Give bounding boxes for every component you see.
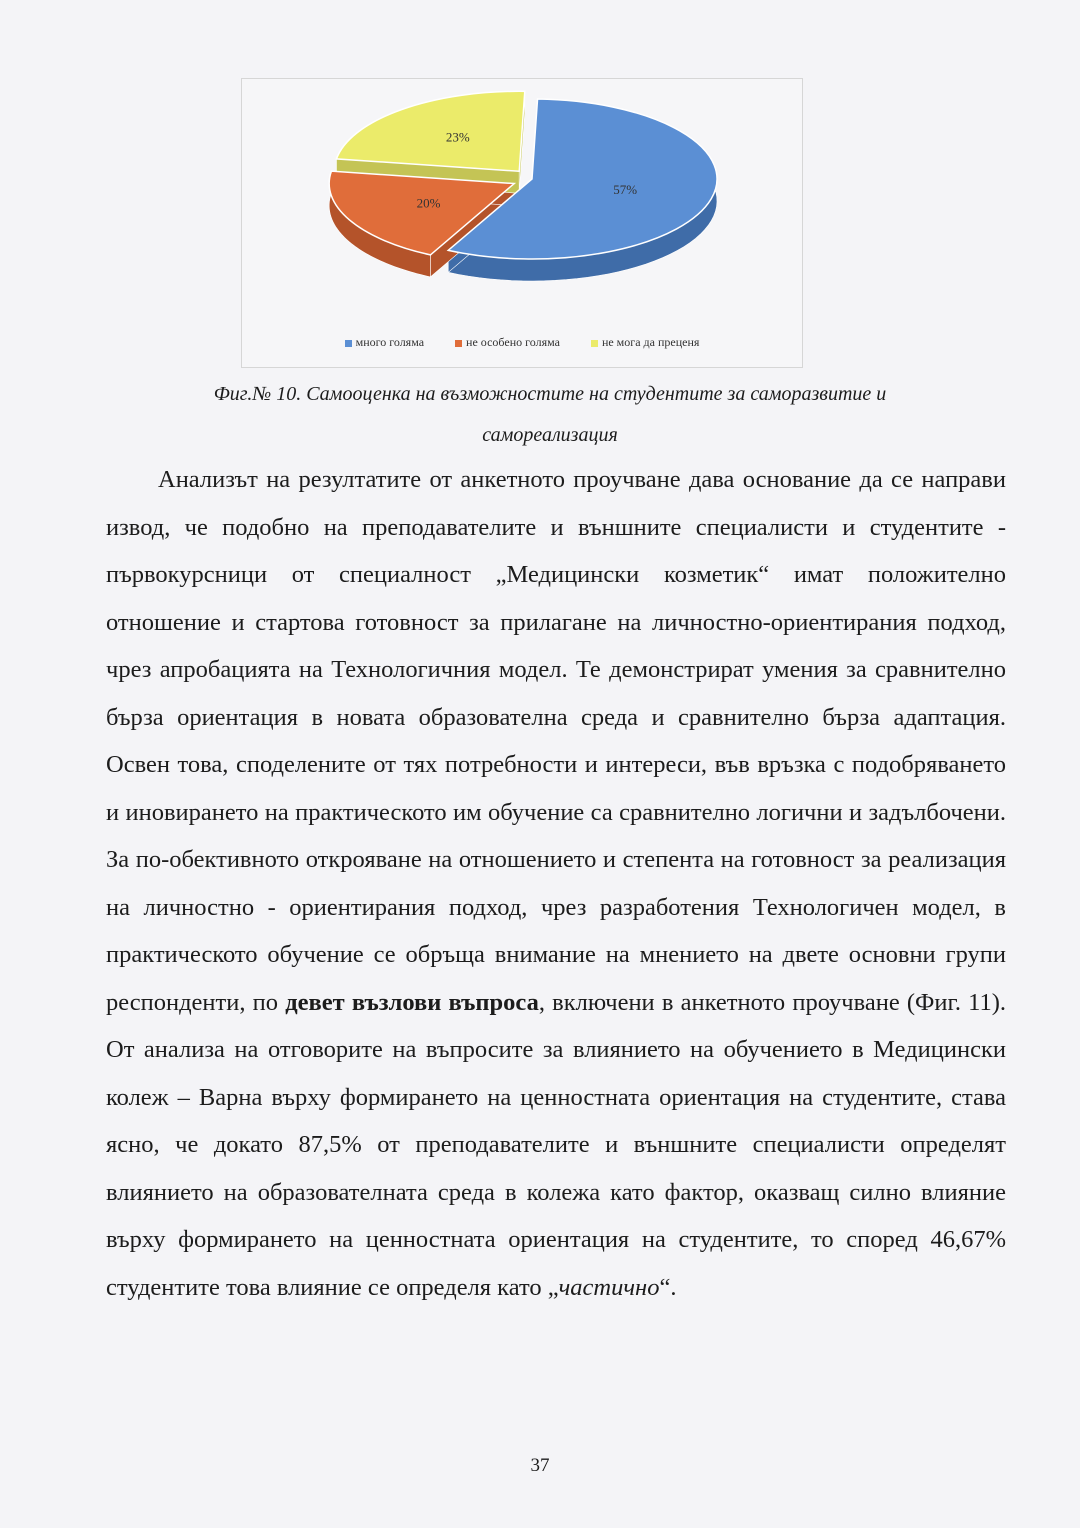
pie-chart xyxy=(241,78,803,368)
pie-label-cannot-judge: 23% xyxy=(445,129,470,145)
pie-slice-cannot-judge xyxy=(336,91,524,171)
legend-swatch-3 xyxy=(591,340,598,347)
pie-label-very-large: 57% xyxy=(613,181,638,197)
legend-item-2 xyxy=(455,335,560,350)
legend-item-1 xyxy=(345,335,424,350)
legend-swatch-2 xyxy=(455,340,462,347)
legend-item-3 xyxy=(591,335,699,350)
body-text-part1: Анализът на резултатите от анкетното проучване дава основание да се направи извод, че подобно на преподавателите и външните специалисти и студентите - първокурсници от специалност „Медицински козметик“ имат положително отношение и стартова готовност за прилагане на личностно-ориентирания подход, чрез апробацията на Технологичния модел. Те демонстрират умения за сравнително бърза ориентация в новата образователна среда и сравнително бърза адаптация. Освен това, споделените от тях потребности и интереси, във връзка с подобряването и иновирането на практическото им обучение са сравнително логични и задълбочени. За по-обективното открояване на отношението и степента на готовност за реализация на личностно - ориентирания подход, чрез разработения Технологичен модел, в практическото обучение се обръща внимание на мнението на двете основни групи респонденти, по xyxy=(106,466,1006,1016)
quote-close: “. xyxy=(659,1273,677,1301)
body-paragraph xyxy=(106,456,1006,1311)
figure-caption-continued: самореализация xyxy=(482,424,618,446)
body-text-part2: , включени в анкетното проучване (Фиг. 11). От анализа на отговорите на въпросите за влиянието на обучението в Медицински колеж – Варна върху формирането на ценностната ориентация на студентите, става ясно, че докато 87,5% от преподавателите и външните специалисти определят влиянието на образователната среда в колежа като фактор, оказващ силно влияние върху формирането на ценностната ориентация на студентите, то според 46,67% студентите това влияние се определя като xyxy=(106,988,1007,1301)
legend-label-3: не мога да преценя xyxy=(601,335,700,349)
pie-chart-svg xyxy=(242,79,802,329)
page-number: 37 xyxy=(530,1455,550,1476)
emphasis-italic: частично xyxy=(558,1273,660,1301)
quote-open: „ xyxy=(547,1273,559,1301)
legend-swatch-1 xyxy=(345,340,352,347)
body-text xyxy=(106,456,1006,1311)
pie-label-not-very-large: 20% xyxy=(416,195,441,211)
legend-label-2: не особено голяма xyxy=(466,335,560,349)
emphasis-bold: девет възлови въпроса xyxy=(285,988,539,1016)
figure-caption: Фиг.№ 10. Самооценка на възможностите на студентите за саморазвитие и xyxy=(213,383,887,405)
legend-label-1: много голяма xyxy=(355,335,425,349)
chart-legend xyxy=(242,335,802,350)
